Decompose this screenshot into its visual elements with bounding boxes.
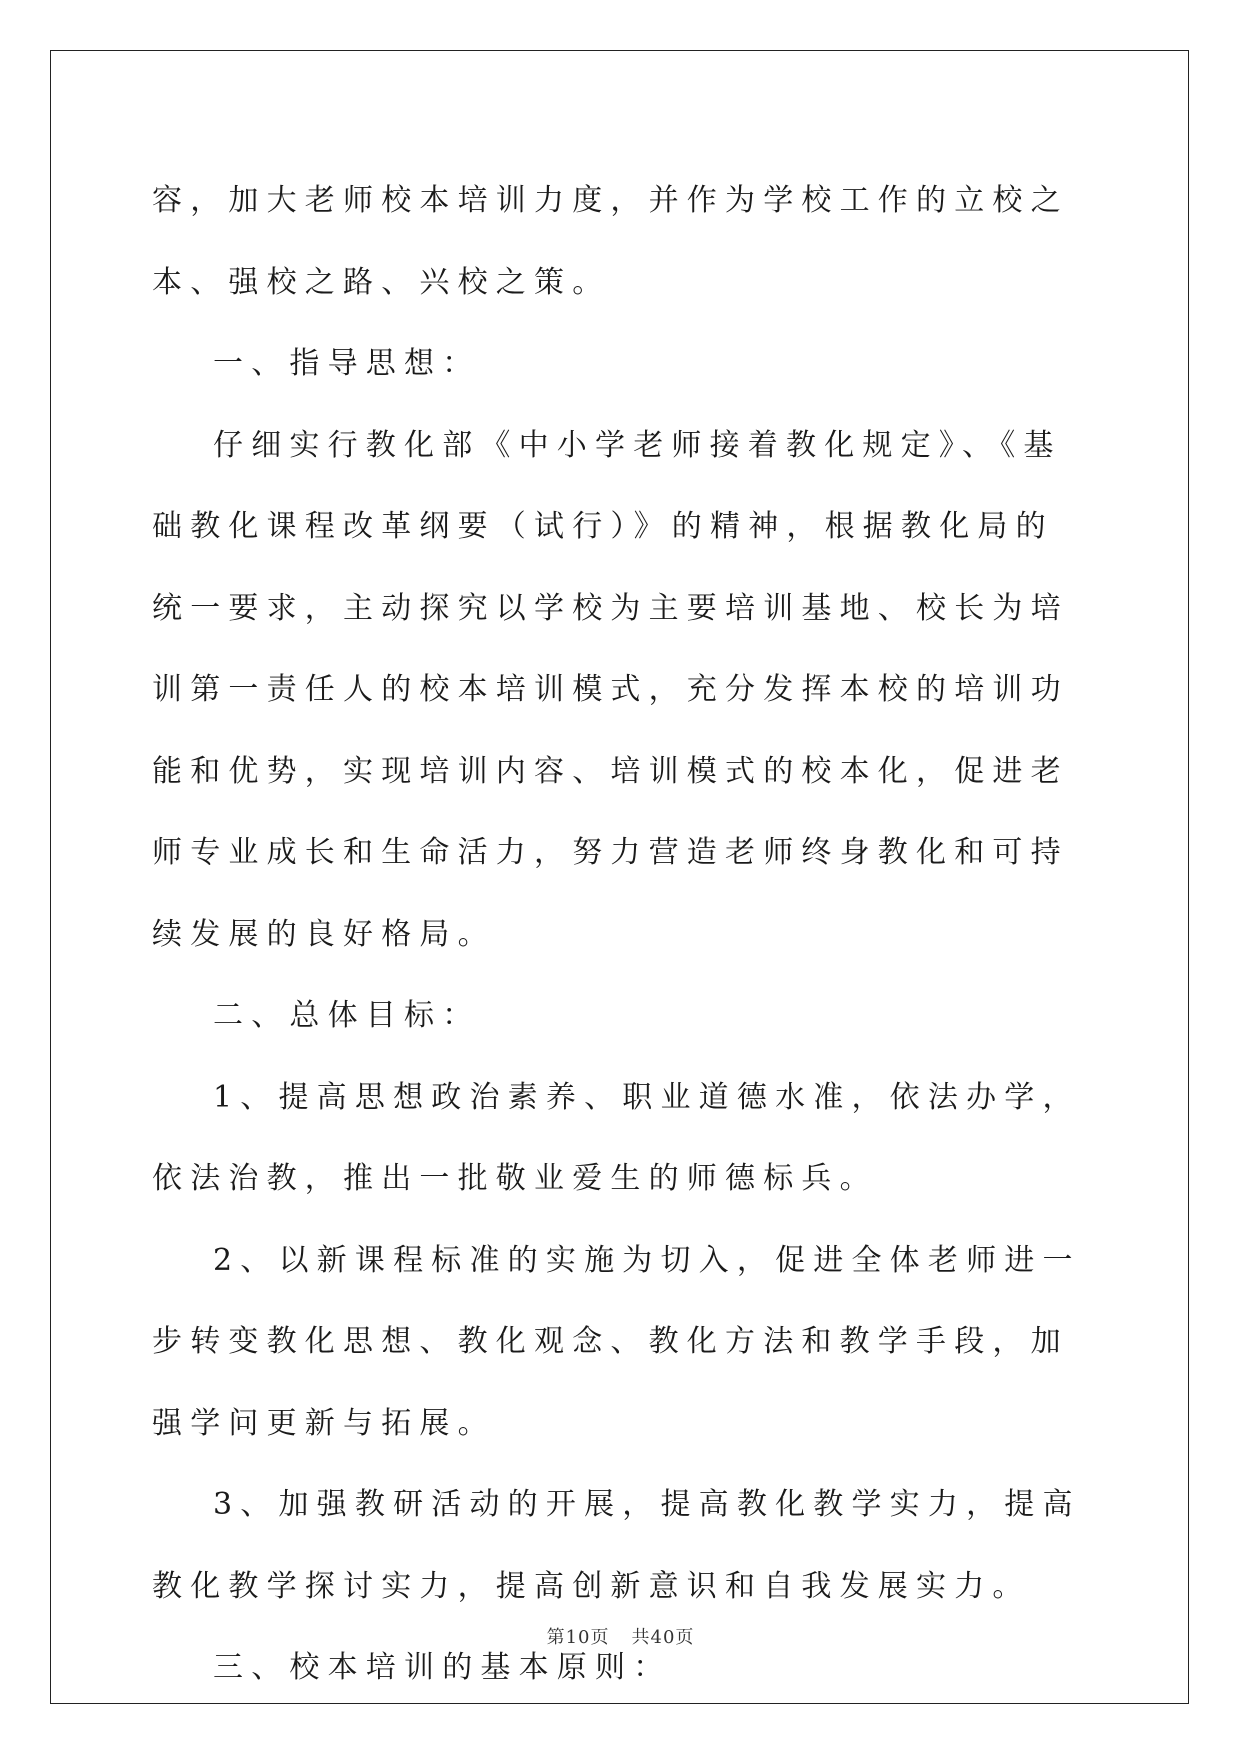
section-heading-overall-goals: 二、总体目标： [213,998,481,1033]
goal-item-2: 2、以新课程标准的实施为切入，促进全体老师进一步转变教化思想、教化观念、教化方法和教学手段，加强学问更新与拓展。 [152,1242,1081,1441]
paragraph-continuation: 容，加大老师校本培训力度，并作为学校工作的立校之本、强校之路、兴校之策。 [152,183,1069,300]
page-total: 共40页 [631,1627,695,1648]
document-body [152,160,1088,1709]
goal-item-3: 3、加强教研活动的开展，提高教化教学实力，提高教化教学探讨实力，提高创新意识和自我发展实力。 [152,1487,1081,1604]
page-footer [0,1623,1241,1649]
section-heading-guiding-ideology: 一、指导思想： [213,346,481,381]
goal-item-1: 1、提高思想政治素养、职业道德水准，依法办学，依法治教，推出一批敬业爱生的师德标兵。 [152,1079,1081,1196]
section-heading-basic-principles: 三、校本培训的基本原则： [213,1650,672,1685]
page-number: 第10页 [546,1627,610,1648]
paragraph-guiding-ideology: 仔细实行教化部《中小学老师接着教化规定》、《基础教化课程改革纲要（试行）》的精神，根据教化局的统一要求，主动探究以学校为主要培训基地、校长为培训第一责任人的校本培训模式，充分发挥本校的培训功能和优势，实现培训内容、培训模式的校本化，促进老师专业成长和生命活力，努力营造老师终身教化和可持续发展的良好格局。 [152,427,1069,952]
